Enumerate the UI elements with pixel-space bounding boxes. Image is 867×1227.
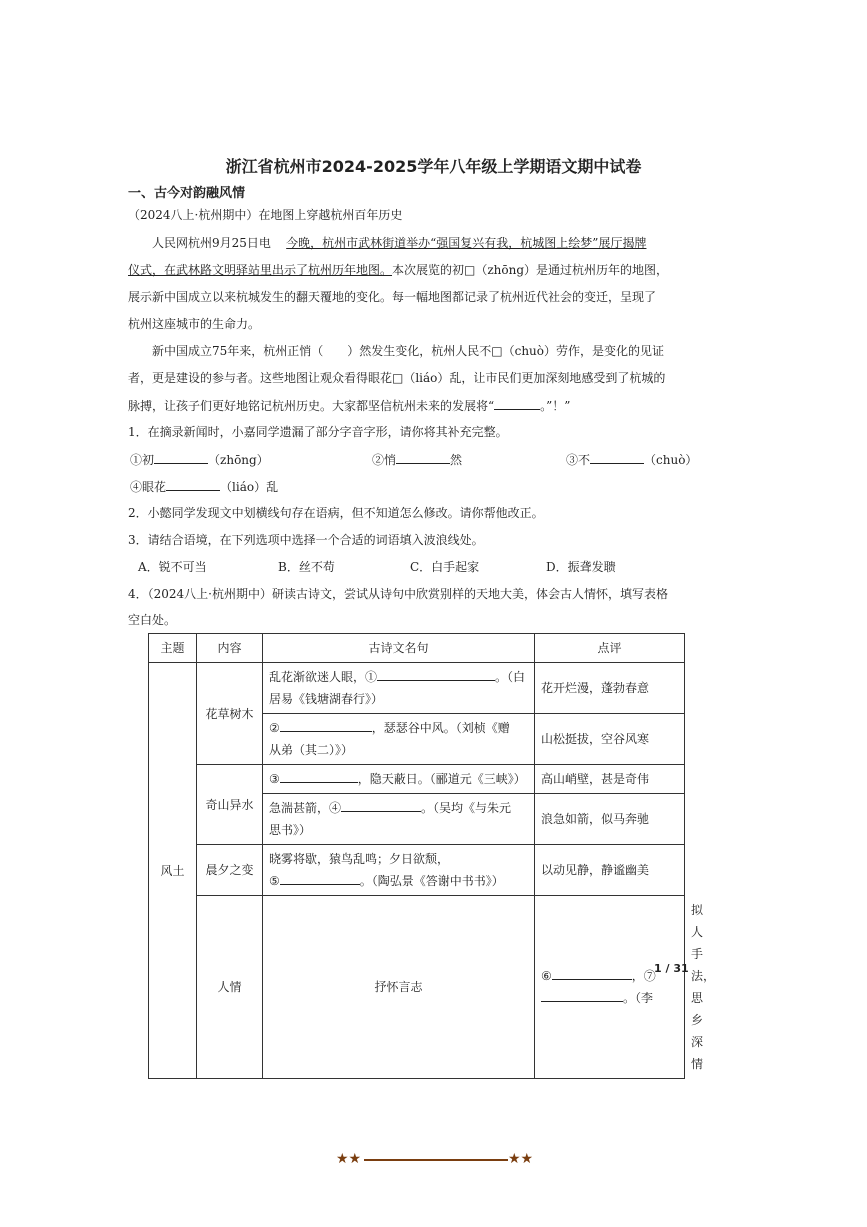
table-header-row bbox=[149, 634, 685, 663]
header-theme: 主题 bbox=[149, 634, 197, 663]
poem-text: 。（李 bbox=[623, 991, 654, 1005]
poem-text: 乱花渐欲迷人眼，① bbox=[269, 670, 378, 684]
poem-text: ，⑦ bbox=[631, 969, 656, 983]
q3-option-d[interactable]: D．振聋发聩 bbox=[546, 560, 616, 574]
poem-text: ，瑟瑟谷中风。（刘桢《赠 bbox=[371, 721, 510, 735]
q1-blank-4[interactable] bbox=[166, 478, 220, 491]
footer-rule bbox=[364, 1159, 508, 1161]
section-heading-1: 一、古今对韵融风情 bbox=[128, 186, 246, 201]
poem-blank-6[interactable] bbox=[552, 967, 632, 980]
poem-text: 思书》） bbox=[269, 823, 312, 837]
header-comment: 点评 bbox=[535, 634, 685, 663]
underlined-sentence: 今晚，杭州市武林街道举办“强国复兴有我，杭城图上绘梦”展厅揭牌 bbox=[286, 236, 647, 250]
paragraph-text: 。”！” bbox=[540, 399, 571, 413]
poem-cell bbox=[535, 896, 685, 1079]
star-icon: ★★ bbox=[336, 1151, 362, 1167]
q1-pinyin: （liáo）乱 bbox=[220, 480, 279, 494]
q3-option-a[interactable]: A．锐不可当 bbox=[138, 560, 207, 574]
page-title: 浙江省杭州市2024-2025学年八年级上学期语文期中试卷 bbox=[225, 157, 642, 176]
comment-cell: 以动见静，静谧幽美 bbox=[535, 845, 685, 896]
q1-blank-3[interactable] bbox=[590, 451, 644, 464]
header-content: 内容 bbox=[197, 634, 263, 663]
q1-label: ④眼花 bbox=[130, 480, 167, 494]
poem-cell bbox=[263, 714, 535, 765]
header-poem: 古诗文名句 bbox=[263, 634, 535, 663]
content-cell: 奇山异水 bbox=[197, 765, 263, 845]
poem-blank-4[interactable] bbox=[341, 799, 421, 812]
q1-label: ②悄 bbox=[372, 453, 397, 467]
table-row bbox=[149, 765, 685, 794]
paragraph-text: 脉搏，让孩子们更好地铭记杭州历史。大家都坚信杭州未来的发展将“ bbox=[128, 399, 495, 413]
question-3: 3．请结合语境，在下列选项中选择一个合适的词语填入波浪线处。 bbox=[128, 533, 484, 547]
table-row bbox=[149, 845, 685, 896]
poem-text: ② bbox=[269, 721, 280, 735]
paragraph-2-line-1: 新中国成立75年来，杭州正悄（ ）然发生变化，杭州人民不□（chuò）劳作，是变化的见证 bbox=[152, 344, 665, 358]
poem-cell bbox=[263, 845, 535, 896]
q1-suffix: 然 bbox=[450, 453, 463, 467]
comment-cell: 山松挺拔，空谷风寒 bbox=[535, 714, 685, 765]
poem-text: 晓雾将歇，猿鸟乱鸣；夕日欲颓， bbox=[269, 852, 450, 866]
poem-cell bbox=[263, 663, 535, 714]
wave-blank[interactable] bbox=[494, 397, 540, 410]
q3-option-c[interactable]: C．白手起家 bbox=[410, 560, 480, 574]
q1-item-4 bbox=[130, 478, 278, 495]
source-line-1: （2024八上·杭州期中）在地图上穿越杭州百年历史 bbox=[128, 208, 403, 222]
paragraph-1-line-2 bbox=[128, 262, 668, 278]
poem-blank-3[interactable] bbox=[280, 770, 358, 783]
poem-text: 急湍甚箭，④ bbox=[269, 801, 342, 815]
comment-cell: 花开烂漫，蓬勃春意 bbox=[535, 663, 685, 714]
q1-pinyin: （zhōng） bbox=[208, 453, 269, 467]
q1-item-3 bbox=[566, 451, 697, 468]
q1-blank-2[interactable] bbox=[396, 451, 450, 464]
question-4-line-1: 4．（2024八上·杭州期中）研读古诗文，尝试从诗句中欣赏别样的天地大美，体会古人情怀，填写表格 bbox=[128, 587, 668, 601]
paragraph-text: 本次展览的初□（zhōng）是通过杭州历年的地图， bbox=[392, 263, 669, 277]
poetry-table bbox=[148, 633, 716, 1079]
q1-pinyin: （chuò） bbox=[644, 453, 698, 467]
news-source: 人民网杭州9月25日电 bbox=[152, 236, 271, 250]
underlined-sentence-cont: 仪式，在武林路文明驿站里出示了杭州历年地图。 bbox=[128, 263, 393, 277]
content-cell: 花草树木 bbox=[197, 663, 263, 765]
star-icon: ★★ bbox=[508, 1151, 534, 1167]
theme-cell: 人情 bbox=[197, 896, 263, 1079]
question-4-line-2: 空白处。 bbox=[128, 613, 177, 627]
poem-blank-7[interactable] bbox=[541, 989, 623, 1002]
poem-cell bbox=[263, 765, 535, 794]
poem-text: 居易《钱塘湖春行》） bbox=[269, 692, 384, 706]
q1-label: ①初 bbox=[130, 453, 155, 467]
poem-text: 。（白 bbox=[495, 670, 526, 684]
comment-cell: 浪急如箭，似马奔驰 bbox=[535, 794, 685, 845]
page-number: 1 / 31 bbox=[654, 962, 689, 975]
paragraph-1-line-4: 杭州这座城市的生命力。 bbox=[128, 317, 261, 331]
q3-option-b[interactable]: B．丝不苟 bbox=[278, 560, 335, 574]
poem-text: ⑥ bbox=[541, 969, 552, 983]
content-cell: 晨夕之变 bbox=[197, 845, 263, 896]
poem-text: 。（吴均《与朱元 bbox=[421, 801, 512, 815]
q1-label: ③不 bbox=[566, 453, 591, 467]
paragraph-2-line-3 bbox=[128, 397, 570, 414]
poem-text: ，隐天蔽日。（郦道元《三峡》） bbox=[357, 772, 526, 786]
poem-blank-2[interactable] bbox=[280, 719, 372, 732]
poem-cell bbox=[263, 794, 535, 845]
poem-text: ⑤ bbox=[269, 874, 280, 888]
theme-cell: 风土 bbox=[149, 663, 197, 1079]
poem-text: 从弟（其二）》） bbox=[269, 743, 354, 757]
poem-text: 。（陶弘景《答谢中书书》） bbox=[359, 874, 504, 888]
content-cell: 抒怀言志 bbox=[263, 896, 535, 1079]
comment-cell: 高山峭壁，甚是奇伟 bbox=[535, 765, 685, 794]
paragraph-1-line-1 bbox=[152, 235, 646, 251]
paragraph-1-line-3: 展示新中国成立以来杭城发生的翻天覆地的变化。每一幅地图都记录了杭州近代社会的变迁，呈现了 bbox=[128, 290, 657, 304]
poem-text: ③ bbox=[269, 772, 280, 786]
table-row: 人情 抒怀言志 ⑥ ，⑦。（李 拟人手法，思乡深情 bbox=[149, 896, 685, 1079]
poem-blank-1[interactable] bbox=[377, 668, 495, 681]
q1-blank-1[interactable] bbox=[154, 451, 208, 464]
footer-ornament bbox=[336, 1150, 536, 1170]
poem-blank-5[interactable] bbox=[280, 872, 360, 885]
table-row bbox=[149, 663, 685, 714]
question-2: 2．小懿同学发现文中划横线句存在语病，但不知道怎么修改。请你帮他改正。 bbox=[128, 506, 544, 520]
question-1: 1．在摘录新闻时，小嘉同学遗漏了部分字音字形，请你将其补充完整。 bbox=[128, 425, 508, 439]
q1-item-2 bbox=[372, 451, 462, 468]
q1-item-1 bbox=[130, 451, 269, 468]
paragraph-2-line-2: 者，更是建设的参与者。这些地图让观众看得眼花□（liáo）乱，让市民们更加深刻地感受到了杭城的 bbox=[128, 371, 666, 385]
